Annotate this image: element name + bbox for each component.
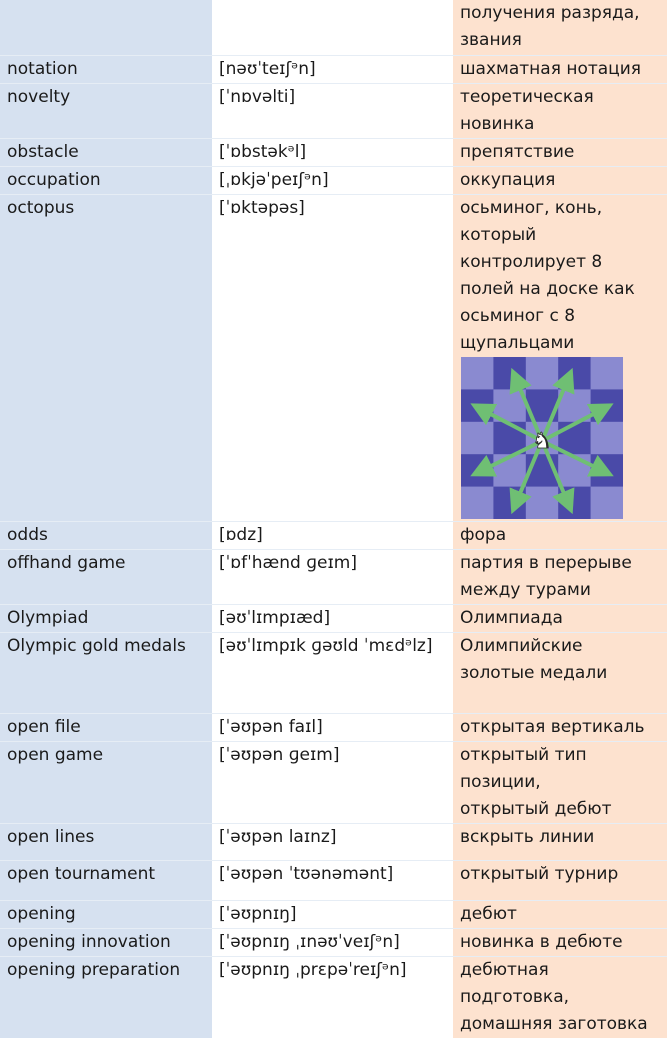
board-square xyxy=(591,454,623,487)
translation-line: Олимпиада xyxy=(460,607,563,628)
translation-cell xyxy=(453,0,667,55)
translation-cell xyxy=(453,138,667,166)
glossary-row xyxy=(0,900,667,928)
translation-cell xyxy=(453,860,667,900)
glossary-row xyxy=(0,521,667,549)
translation-line: Олимпийские xyxy=(460,635,583,656)
translation-line: полей на доске как xyxy=(460,278,635,299)
term-cell: obstacle xyxy=(0,138,212,166)
term-cell: odds xyxy=(0,521,212,549)
glossary-row xyxy=(0,823,667,860)
transcription-cell: [ˌɒkjəˈpeɪʃᵊn] xyxy=(212,166,453,194)
glossary-row xyxy=(0,928,667,956)
translation-line: открытый тип xyxy=(460,744,587,765)
transcription-cell: [ˈəʊpən ɡeɪm] xyxy=(212,741,453,823)
transcription-cell: [ɒdz] xyxy=(212,521,453,549)
term-cell: Olympic gold medals xyxy=(0,632,212,713)
knight-icon: ♞ xyxy=(532,428,552,454)
term-cell: open lines xyxy=(0,823,212,860)
transcription-cell: [ˈɒktəpəs] xyxy=(212,194,453,521)
translation-cell xyxy=(453,956,667,1038)
glossary-row xyxy=(0,741,667,823)
transcription-cell: [nəʊˈteɪʃᵊn] xyxy=(212,55,453,83)
transcription-cell: [əʊˈlɪmpɪk ɡəʊld ˈmɛdᵊlz] xyxy=(212,632,453,713)
transcription-cell: [ˈɒbstəkᵊl] xyxy=(212,138,453,166)
translation-cell xyxy=(453,83,667,138)
glossary-row xyxy=(0,860,667,900)
translation-line: золотые медали xyxy=(460,662,608,683)
term-cell: octopus xyxy=(0,194,212,521)
translation-cell xyxy=(453,55,667,83)
glossary-row xyxy=(0,0,667,55)
glossary-row xyxy=(0,194,667,521)
translation-line: шахматная нотация xyxy=(460,58,642,79)
transcription-cell: [ˈəʊpən laɪnz] xyxy=(212,823,453,860)
translation-line: щупальцами xyxy=(460,332,575,353)
translation-line: домашняя заготовка xyxy=(460,1013,648,1034)
glossary-row xyxy=(0,549,667,604)
translation-line: партия в перерыве xyxy=(460,552,632,573)
translation-line: звания xyxy=(460,30,522,50)
term-cell: opening xyxy=(0,900,212,928)
translation-cell xyxy=(453,166,667,194)
term-cell: opening innovation xyxy=(0,928,212,956)
term-cell: open game xyxy=(0,741,212,823)
glossary-row xyxy=(0,55,667,83)
board-square xyxy=(591,357,623,390)
translation-line: открытый турнир xyxy=(460,863,619,884)
translation-line: вскрыть линии xyxy=(460,826,595,847)
translation-cell xyxy=(453,928,667,956)
term-cell xyxy=(0,0,212,55)
board-square xyxy=(526,486,559,518)
term-cell: offhand game xyxy=(0,549,212,604)
translation-line: фора xyxy=(460,524,507,545)
term-cell: Olympiad xyxy=(0,604,212,632)
translation-line: контролирует 8 xyxy=(460,251,603,272)
term-cell: open tournament xyxy=(0,860,212,900)
board-square xyxy=(526,357,559,390)
translation-line: который xyxy=(460,224,537,245)
transcription-cell: [ˈəʊpən ˈtʊənəmənt] xyxy=(212,860,453,900)
translation-cell xyxy=(453,741,667,823)
board-square xyxy=(493,454,526,487)
term-cell: occupation xyxy=(0,166,212,194)
board-square xyxy=(461,454,494,487)
translation-line: теоретическая xyxy=(460,86,594,107)
board-square xyxy=(461,486,494,518)
transcription-cell: [əʊˈlɪmpɪæd] xyxy=(212,604,453,632)
glossary-row xyxy=(0,956,667,1038)
translation-cell xyxy=(453,604,667,632)
term-cell: notation xyxy=(0,55,212,83)
translation-cell xyxy=(453,194,667,521)
glossary-row xyxy=(0,83,667,138)
transcription-cell: [ˈəʊpən faɪl] xyxy=(212,713,453,741)
transcription-cell xyxy=(212,0,453,55)
translation-line: дебют xyxy=(460,903,517,924)
transcription-cell: [ˈəʊpnɪŋ ˌprɛpəˈreɪʃᵊn] xyxy=(212,956,453,1038)
translation-line: осьминог, конь, xyxy=(460,197,603,218)
glossary-row xyxy=(0,713,667,741)
transcription-cell: [ˈəʊpnɪŋ ˌɪnəʊˈveɪʃᵊn] xyxy=(212,928,453,956)
transcription-cell: [ˈɒfˈhænd ɡeɪm] xyxy=(212,549,453,604)
glossary-row xyxy=(0,604,667,632)
board-square xyxy=(591,486,623,518)
translation-line: осьминог с 8 xyxy=(460,305,576,326)
glossary-row xyxy=(0,138,667,166)
glossary-row xyxy=(0,166,667,194)
board-square xyxy=(591,421,623,454)
glossary-row xyxy=(0,632,667,713)
knight-moves-illustration xyxy=(461,357,623,519)
translation-line: получения разряда, xyxy=(460,3,640,23)
transcription-cell: [ˈəʊpnɪŋ] xyxy=(212,900,453,928)
translation-line: позиции, xyxy=(460,771,541,792)
translation-line: оккупация xyxy=(460,169,556,190)
translation-line: подготовка, xyxy=(460,986,570,1007)
translation-line: дебютная xyxy=(460,959,549,980)
translation-cell xyxy=(453,549,667,604)
translation-cell xyxy=(453,632,667,713)
board-square xyxy=(591,389,623,422)
translation-cell xyxy=(453,900,667,928)
transcription-cell: [ˈnɒvəlti] xyxy=(212,83,453,138)
translation-line: открытая вертикаль xyxy=(460,716,645,737)
term-cell: novelty xyxy=(0,83,212,138)
translation-line: новинка в дебюте xyxy=(460,931,623,952)
board-square xyxy=(461,389,494,422)
translation-line: между турами xyxy=(460,579,591,600)
translation-cell xyxy=(453,713,667,741)
translation-line: препятствие xyxy=(460,141,575,162)
term-cell: opening preparation xyxy=(0,956,212,1038)
term-cell: open file xyxy=(0,713,212,741)
translation-line: открытый дебют xyxy=(460,798,612,819)
board-square xyxy=(493,357,526,390)
board-square xyxy=(461,357,494,390)
translation-line: новинка xyxy=(460,113,535,134)
translation-cell xyxy=(453,521,667,549)
board-square xyxy=(558,357,591,390)
board-square xyxy=(461,421,494,454)
translation-cell xyxy=(453,823,667,860)
